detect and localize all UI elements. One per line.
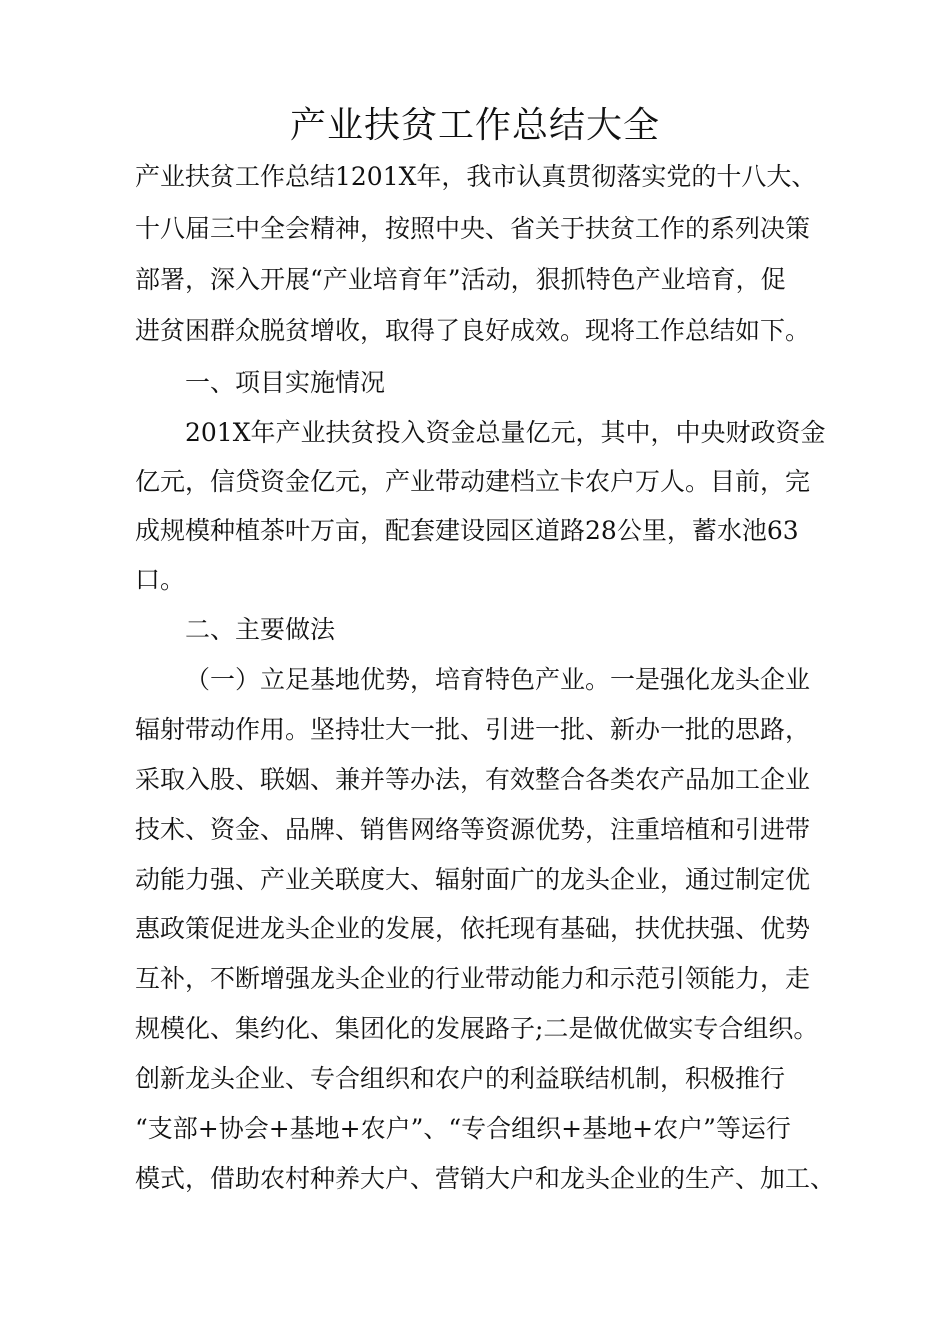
paragraph-line: 采取入股、联姻、兼并等办法，有效整合各类农产品加工企业 <box>135 765 811 794</box>
paragraph-line: 规模化、集约化、集团化的发展路子;二是做优做实专合组织。 <box>135 1014 819 1043</box>
paragraph-line: 十八届三中全会精神，按照中央、省关于扶贫工作的系列决策 <box>135 214 811 243</box>
paragraph-line: 产业扶贫工作总结1201X年，我市认真贯彻落实党的十八大、 <box>135 162 817 191</box>
paragraph-line: 部署，深入开展“产业培育年”活动，狠抓特色产业培育，促 <box>135 265 786 294</box>
paragraph-line: 口。 <box>135 565 186 594</box>
paragraph-line: 技术、资金、品牌、销售网络等资源优势，注重培植和引进带 <box>135 815 811 844</box>
paragraph-line: 成规模种植茶叶万亩，配套建设园区道路28公里，蓄水池63 <box>135 516 799 545</box>
paragraph-line: （一）立足基地优势，培育特色产业。一是强化龙头企业 <box>185 665 811 694</box>
paragraph-line: 模式，借助农村种养大户、营销大户和龙头企业的生产、加工、 <box>135 1164 836 1193</box>
paragraph-line: 辐射带动作用。坚持壮大一批、引进一批、新办一批的思路， <box>135 715 811 744</box>
paragraph-line: 201X年产业扶贫投入资金总量亿元，其中，中央财政资金 <box>185 418 826 447</box>
paragraph-line: 进贫困群众脱贫增收，取得了良好成效。现将工作总结如下。 <box>135 316 811 345</box>
paragraph-line: 惠政策促进龙头企业的发展，依托现有基础，扶优扶强、优势 <box>135 914 811 943</box>
paragraph-line: “支部+协会+基地+农户”、“专合组织+基地+农户”等运行 <box>135 1114 791 1143</box>
paragraph-line: 互补，不断增强龙头企业的行业带动能力和示范引领能力，走 <box>135 964 811 993</box>
paragraph-line: 创新龙头企业、专合组织和农户的利益联结机制，积极推行 <box>135 1064 786 1093</box>
paragraph-line: 动能力强、产业关联度大、辐射面广的龙头企业，通过制定优 <box>135 865 811 894</box>
section-heading: 一、项目实施情况 <box>185 368 386 397</box>
document-title: 产业扶贫工作总结大全 <box>289 105 660 146</box>
paragraph-line: 亿元，信贷资金亿元，产业带动建档立卡农户万人。目前，完 <box>135 467 811 496</box>
section-heading: 二、主要做法 <box>185 615 336 644</box>
